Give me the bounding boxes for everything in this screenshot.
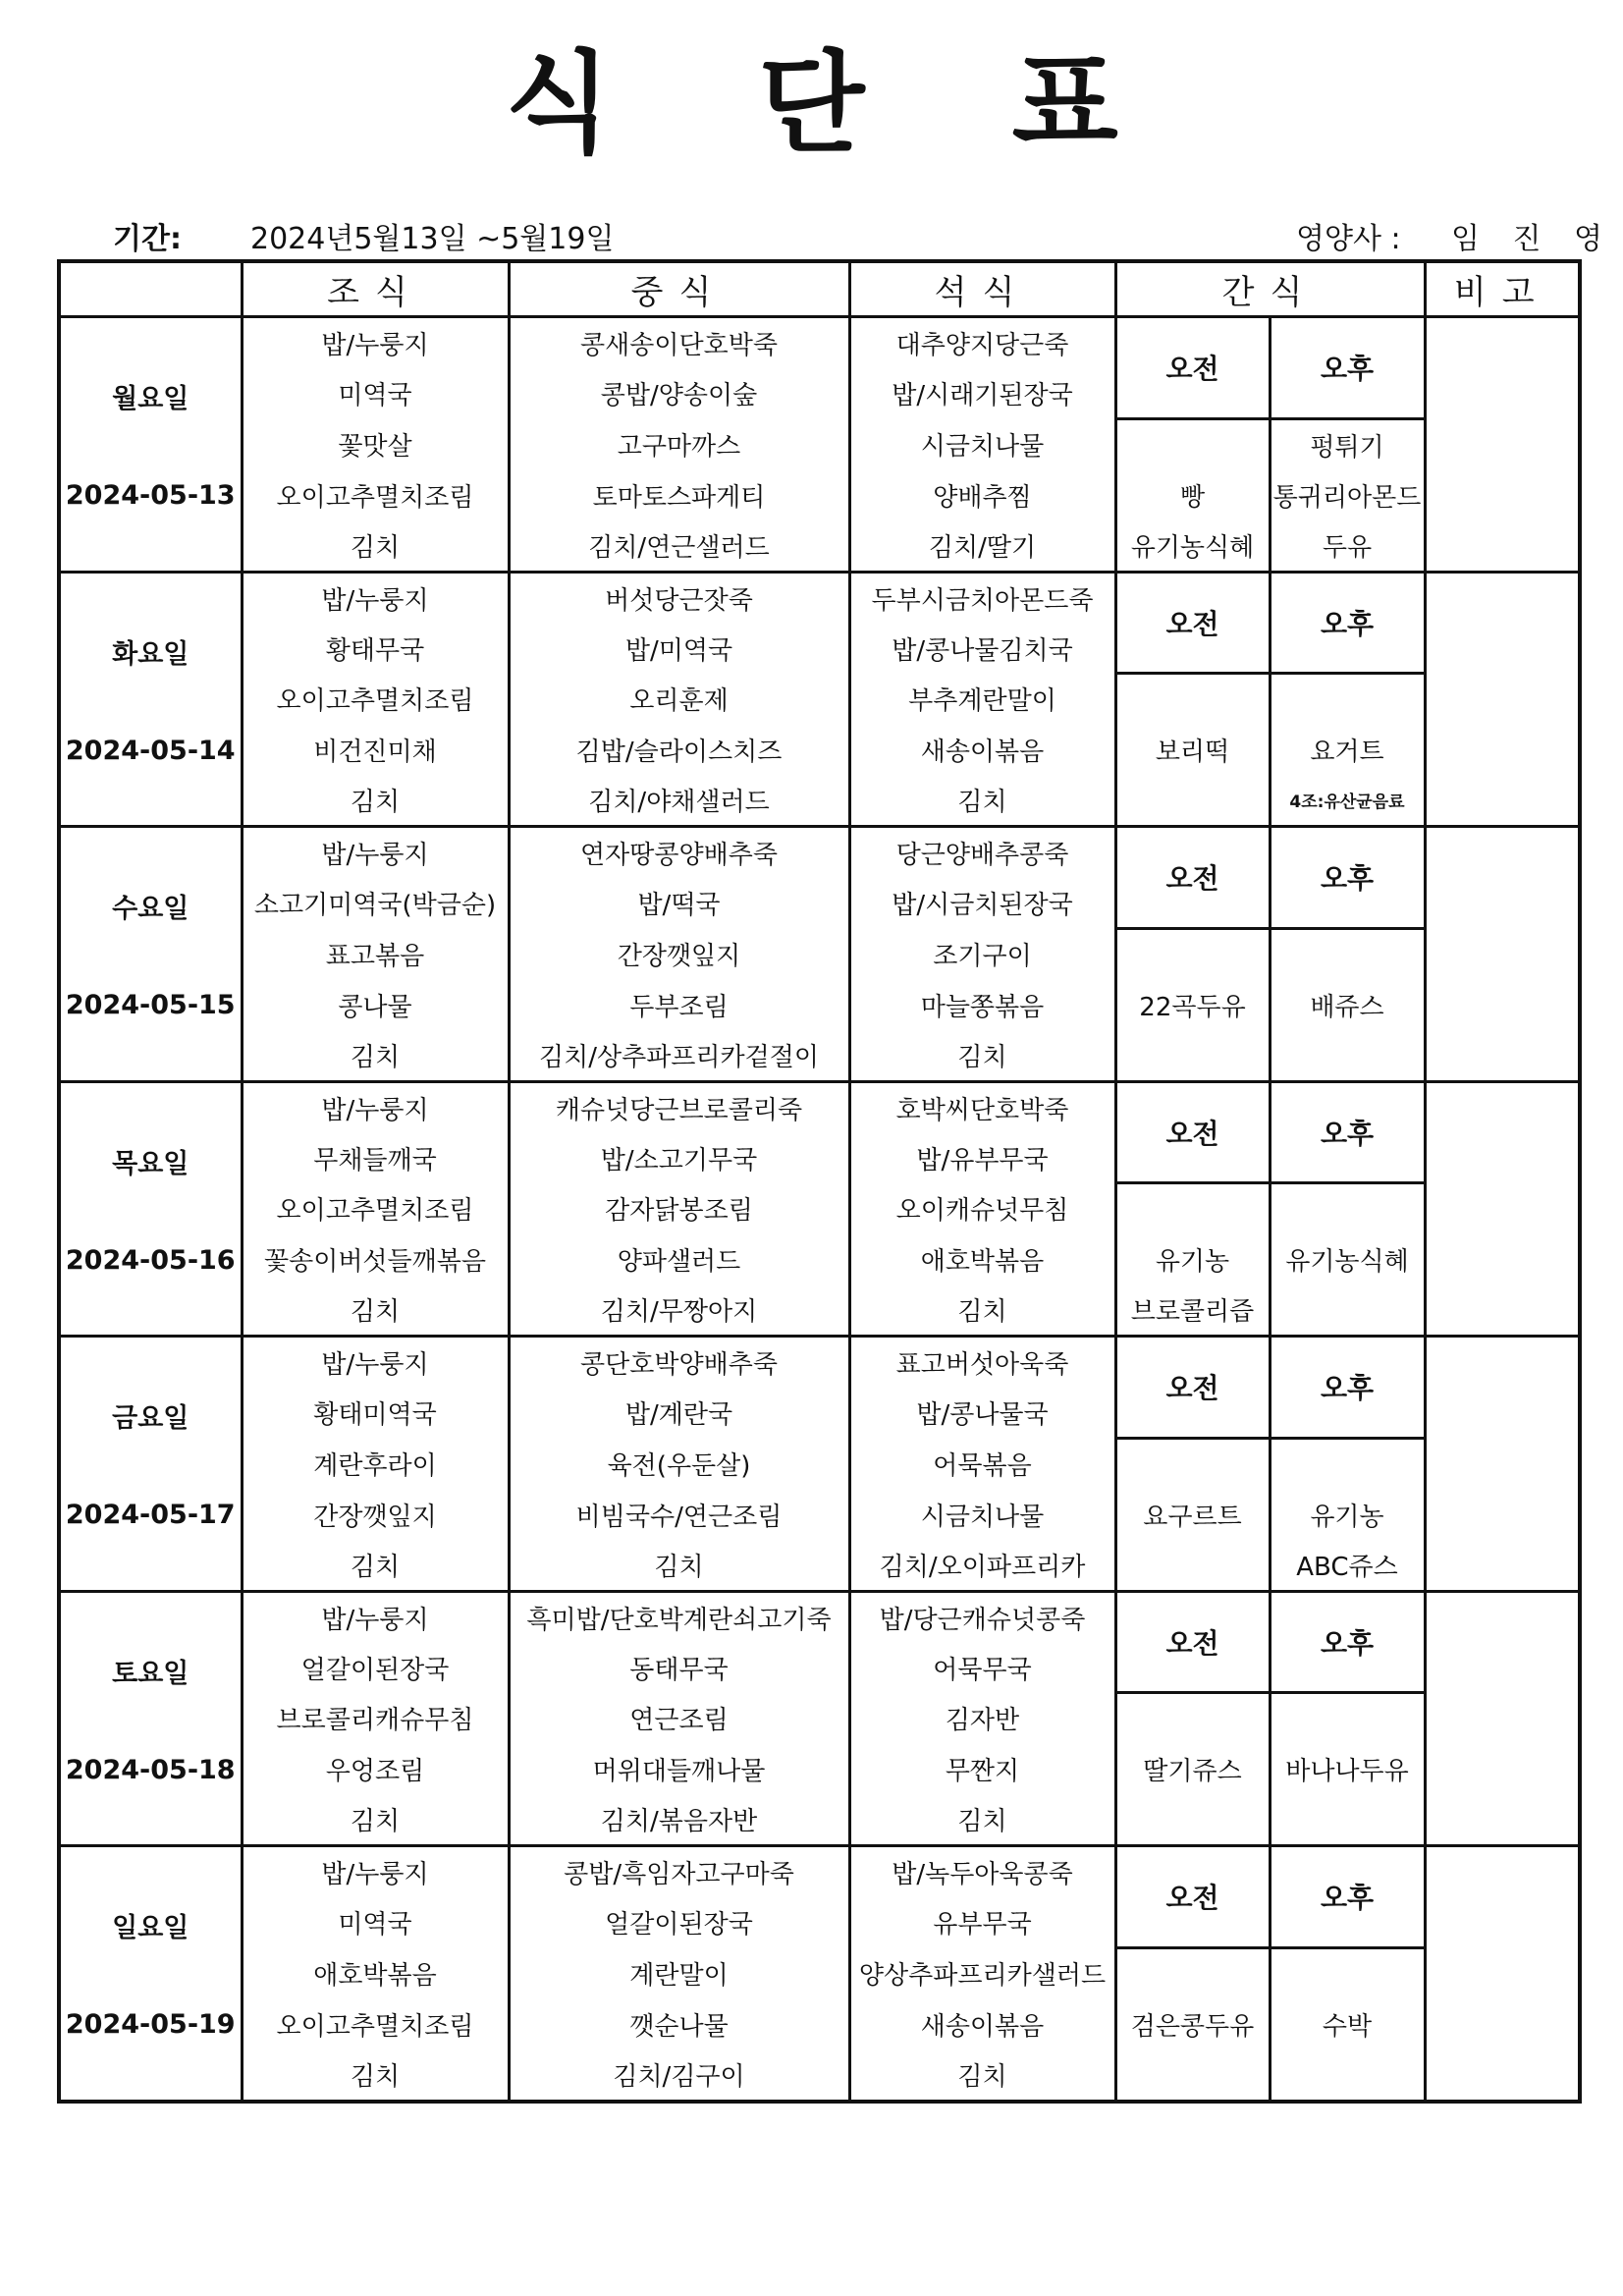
breakfast-item: 김치: [242, 1540, 509, 1592]
snack-pm-label: 오후: [1270, 1337, 1425, 1439]
snack-pm-label: 오후: [1270, 317, 1425, 419]
day-name: 월요일: [112, 384, 189, 415]
lunch-item: 연자땅콩양배추죽: [509, 827, 849, 879]
day-spacer: [61, 415, 241, 480]
breakfast-item: 오이고추멸치조림: [242, 1183, 509, 1235]
breakfast-item: 소고기미역국(박금순): [242, 878, 509, 928]
day-row: [59, 520, 1580, 573]
snack-pm-item: [1270, 2050, 1425, 2102]
snack-am-item: [1115, 1030, 1270, 1082]
header-breakfast: 조식: [242, 261, 509, 317]
breakfast-item: 꽃송이버섯들깨볶음: [242, 1234, 509, 1285]
day-row: [59, 827, 1580, 879]
header-snack: 간식: [1115, 261, 1425, 317]
breakfast-item: 김치: [242, 520, 509, 573]
breakfast-item: 표고볶음: [242, 928, 509, 980]
snack-pm-item: [1270, 674, 1425, 726]
snack-am-item: [1115, 1438, 1270, 1490]
snack-am-label: 오전: [1115, 1337, 1270, 1439]
notes-cell: [1425, 1081, 1580, 1337]
day-row: [59, 1999, 1580, 2050]
dinner-item: 김치: [849, 2050, 1115, 2102]
header-lunch: 중식: [509, 261, 849, 317]
day-cell: [59, 1081, 242, 1337]
lunch-item: 두부조림: [509, 980, 849, 1030]
notes-cell: [1425, 1337, 1580, 1592]
lunch-item: 김치/김구이: [509, 2050, 849, 2102]
breakfast-item: 황태무국: [242, 624, 509, 674]
dinner-item: 김치/딸기: [849, 520, 1115, 573]
header-notes: 비고: [1425, 261, 1580, 317]
snack-pm-label: 오후: [1270, 572, 1425, 674]
snack-am-label: 오전: [1115, 572, 1270, 674]
dinner-item: 무짠지: [849, 1744, 1115, 1794]
breakfast-item: 김치: [242, 2050, 509, 2102]
snack-am-item: 보리떡: [1115, 725, 1270, 775]
dinner-item: 양상추파프리카샐러드: [849, 1947, 1115, 1999]
lunch-item: 김치: [509, 1540, 849, 1592]
dinner-item: 김자반: [849, 1693, 1115, 1745]
snack-pm-label: 오후: [1270, 827, 1425, 929]
period-value: 2024년5월13일 ~5월19일: [250, 222, 615, 256]
lunch-item: 계란말이: [509, 1947, 849, 1999]
corner-cell: [59, 261, 242, 317]
snack-pm-item: 요거트: [1270, 725, 1425, 775]
header-row: [59, 261, 1580, 317]
snack-am-item: 딸기쥬스: [1115, 1744, 1270, 1794]
breakfast-item: 김치: [242, 1285, 509, 1337]
snack-pm-item: ABC쥬스: [1270, 1540, 1425, 1592]
dinner-item: 두부시금치아몬드죽: [849, 572, 1115, 624]
day-row: [59, 1030, 1580, 1082]
breakfast-item: 간장깻잎지: [242, 1490, 509, 1540]
dinner-item: 밥/콩나물김치국: [849, 624, 1115, 674]
lunch-item: 콩단호박양배추죽: [509, 1337, 849, 1389]
day-spacer: [61, 1180, 241, 1245]
day-name: 목요일: [112, 1148, 189, 1179]
day-row: [59, 725, 1580, 775]
lunch-item: 동태무국: [509, 1643, 849, 1693]
lunch-item: 밥/미역국: [509, 624, 849, 674]
period-label: 기간:: [113, 222, 182, 256]
day-row: [59, 1234, 1580, 1285]
day-row: [59, 1081, 1580, 1133]
day-row: [59, 1846, 1580, 1898]
lunch-item: 버섯당근잣죽: [509, 572, 849, 624]
snack-pm-item: [1270, 1947, 1425, 1999]
dinner-item: 밥/당근캐슈넛콩죽: [849, 1591, 1115, 1643]
day-row: [59, 317, 1580, 369]
breakfast-item: 밥/누룽지: [242, 1081, 509, 1133]
snack-am-item: [1115, 2050, 1270, 2102]
lunch-item: 양파샐러드: [509, 1234, 849, 1285]
notes-cell: [1425, 317, 1580, 573]
snack-am-item: [1115, 775, 1270, 827]
day-name: 수요일: [112, 894, 189, 925]
notes-cell: [1425, 572, 1580, 827]
day-row: [59, 1794, 1580, 1846]
day-row: [59, 572, 1580, 624]
page-title: 식단표: [505, 40, 1266, 168]
snack-am-label: 오전: [1115, 1081, 1270, 1183]
day-row: [59, 1693, 1580, 1745]
day-row: [59, 980, 1580, 1030]
lunch-item: 김밥/슬라이스치즈: [509, 725, 849, 775]
dinner-item: 당근양배추콩죽: [849, 827, 1115, 879]
breakfast-item: 밥/누룽지: [242, 827, 509, 879]
breakfast-item: 브로콜리캐슈무침: [242, 1693, 509, 1745]
breakfast-item: 오이고추멸치조림: [242, 674, 509, 726]
dinner-item: 밥/유부무국: [849, 1133, 1115, 1183]
dinner-item: 애호박볶음: [849, 1234, 1115, 1285]
dinner-item: 김치: [849, 775, 1115, 827]
snack-am-item: [1115, 674, 1270, 726]
lunch-item: 김치/상추파프리카겉절이: [509, 1030, 849, 1082]
lunch-item: 비빔국수/연근조림: [509, 1490, 849, 1540]
snack-am-item: [1115, 1540, 1270, 1592]
day-row: [59, 674, 1580, 726]
lunch-item: 오리훈제: [509, 674, 849, 726]
snack-am-item: 브로콜리즙: [1115, 1285, 1270, 1337]
lunch-item: 밥/계란국: [509, 1388, 849, 1438]
snack-pm-item: [1270, 1794, 1425, 1846]
dietitian-label: 영양사 :: [1296, 222, 1401, 256]
day-date: 2024-05-18: [65, 1754, 236, 1785]
snack-am-item: 요구르트: [1115, 1490, 1270, 1540]
dinner-item: 호박씨단호박죽: [849, 1081, 1115, 1133]
lunch-item: 콩밥/양송이숲: [509, 368, 849, 418]
snack-am-label: 오전: [1115, 1846, 1270, 1948]
day-date: 2024-05-19: [65, 2009, 236, 2041]
day-row: [59, 1540, 1580, 1592]
dinner-item: 밥/시금치된장국: [849, 878, 1115, 928]
dinner-item: 오이캐슈넛무침: [849, 1183, 1115, 1235]
dinner-item: 김치: [849, 1030, 1115, 1082]
dinner-item: 어묵무국: [849, 1643, 1115, 1693]
day-row: [59, 2050, 1580, 2102]
day-spacer: [61, 1435, 241, 1500]
snack-am-item: 22곡두유: [1115, 980, 1270, 1030]
lunch-item: 머위대들깨나물: [509, 1744, 849, 1794]
lunch-item: 토마토스파게티: [509, 470, 849, 520]
breakfast-item: 김치: [242, 775, 509, 827]
day-row: [59, 928, 1580, 980]
breakfast-item: 미역국: [242, 1897, 509, 1947]
day-row: [59, 1947, 1580, 1999]
breakfast-item: 얼갈이된장국: [242, 1643, 509, 1693]
day-row: [59, 1183, 1580, 1235]
snack-pm-item: [1270, 1693, 1425, 1745]
dinner-item: 김치: [849, 1794, 1115, 1846]
day-date: 2024-05-14: [65, 735, 236, 766]
day-spacer: [61, 671, 241, 736]
lunch-item: 콩새송이단호박죽: [509, 317, 849, 369]
snack-am-label: 오전: [1115, 317, 1270, 419]
snack-pm-item: [1270, 1285, 1425, 1337]
snack-pm-item: [1270, 1030, 1425, 1082]
snack-am-item: [1115, 1947, 1270, 1999]
dinner-item: 밥/콩나물국: [849, 1388, 1115, 1438]
lunch-item: 김치/무짱아지: [509, 1285, 849, 1337]
snack-am-item: [1115, 1693, 1270, 1745]
snack-pm-item: [1270, 1438, 1425, 1490]
snack-pm-label: 오후: [1270, 1591, 1425, 1693]
snack-pm-item: 수박: [1270, 1999, 1425, 2050]
dinner-item: 김치: [849, 1285, 1115, 1337]
lunch-item: 육전(우둔살): [509, 1438, 849, 1490]
snack-pm-item: 4조:유산균음료: [1270, 775, 1425, 827]
snack-am-item: 유기농식혜: [1115, 520, 1270, 573]
snack-am-item: 빵: [1115, 470, 1270, 520]
day-cell: [59, 1337, 242, 1592]
breakfast-item: 밥/누룽지: [242, 1591, 509, 1643]
lunch-item: 감자닭봉조림: [509, 1183, 849, 1235]
dietitian-name: 임 진 영: [1451, 222, 1615, 256]
dinner-item: 부추계란말이: [849, 674, 1115, 726]
snack-pm-item: [1270, 928, 1425, 980]
dinner-item: 조기구이: [849, 928, 1115, 980]
snack-am-item: [1115, 928, 1270, 980]
dinner-item: 어묵볶음: [849, 1438, 1115, 1490]
snack-am-item: [1115, 1794, 1270, 1846]
snack-pm-label: 오후: [1270, 1081, 1425, 1183]
snack-pm-item: [1270, 1183, 1425, 1235]
lunch-item: 고구마까스: [509, 418, 849, 470]
day-name: 화요일: [112, 638, 189, 670]
lunch-item: 김치/야채샐러드: [509, 775, 849, 827]
breakfast-item: 황태미역국: [242, 1388, 509, 1438]
lunch-item: 밥/떡국: [509, 878, 849, 928]
breakfast-item: 계란후라이: [242, 1438, 509, 1490]
day-cell: [59, 1846, 242, 2102]
lunch-item: 밥/소고기무국: [509, 1133, 849, 1183]
breakfast-item: 비건진미채: [242, 725, 509, 775]
dinner-item: 양배추찜: [849, 470, 1115, 520]
breakfast-item: 김치: [242, 1030, 509, 1082]
day-date: 2024-05-15: [65, 990, 236, 1021]
header-dinner: 석식: [849, 261, 1115, 317]
day-name: 일요일: [112, 1913, 189, 1944]
snack-am-item: 유기농: [1115, 1234, 1270, 1285]
day-row: [59, 1591, 1580, 1643]
day-spacer: [61, 1690, 241, 1755]
breakfast-item: 무채들깨국: [242, 1133, 509, 1183]
notes-cell: [1425, 1591, 1580, 1846]
notes-cell: [1425, 1846, 1580, 2102]
dinner-item: 김치/오이파프리카: [849, 1540, 1115, 1592]
breakfast-item: 오이고추멸치조림: [242, 470, 509, 520]
breakfast-item: 꽃맛살: [242, 418, 509, 470]
menu-body: [59, 317, 1580, 2102]
day-cell: [59, 317, 242, 573]
day-row: [59, 1744, 1580, 1794]
snack-pm-item: 바나나두유: [1270, 1744, 1425, 1794]
snack-pm-item: 유기농식혜: [1270, 1234, 1425, 1285]
day-name: 금요일: [112, 1403, 189, 1435]
dinner-item: 마늘쫑볶음: [849, 980, 1115, 1030]
dinner-item: 유부무국: [849, 1897, 1115, 1947]
day-row: [59, 775, 1580, 827]
breakfast-item: 우엉조림: [242, 1744, 509, 1794]
notes-cell: [1425, 827, 1580, 1082]
dinner-item: 표고버섯아욱죽: [849, 1337, 1115, 1389]
day-row: [59, 1337, 1580, 1389]
lunch-item: 김치/연근샐러드: [509, 520, 849, 573]
day-spacer: [61, 1944, 241, 2009]
day-date: 2024-05-13: [65, 480, 236, 512]
snack-am-label: 오전: [1115, 1591, 1270, 1693]
breakfast-item: 밥/누룽지: [242, 1337, 509, 1389]
dinner-item: 시금치나물: [849, 418, 1115, 470]
snack-am-item: [1115, 1183, 1270, 1235]
day-cell: [59, 572, 242, 827]
dinner-item: 시금치나물: [849, 1490, 1115, 1540]
breakfast-item: 애호박볶음: [242, 1947, 509, 1999]
lunch-item: 캐슈넛당근브로콜리죽: [509, 1081, 849, 1133]
lunch-item: 간장깻잎지: [509, 928, 849, 980]
day-row: [59, 1285, 1580, 1337]
snack-pm-label: 오후: [1270, 1846, 1425, 1948]
lunch-item: 깻순나물: [509, 1999, 849, 2050]
breakfast-item: 오이고추멸치조림: [242, 1999, 509, 2050]
snack-pm-item: 펑튀기: [1270, 418, 1425, 470]
snack-am-item: 검은콩두유: [1115, 1999, 1270, 2050]
breakfast-item: 밥/누룽지: [242, 1846, 509, 1898]
breakfast-item: 미역국: [242, 368, 509, 418]
lunch-item: 콩밥/흑임자고구마죽: [509, 1846, 849, 1898]
breakfast-item: 콩나물: [242, 980, 509, 1030]
snack-am-item: [1115, 418, 1270, 470]
day-cell: [59, 827, 242, 1082]
breakfast-item: 밥/누룽지: [242, 572, 509, 624]
day-name: 토요일: [112, 1658, 189, 1689]
day-row: [59, 418, 1580, 470]
dinner-item: 새송이볶음: [849, 1999, 1115, 2050]
breakfast-item: 밥/누룽지: [242, 317, 509, 369]
lunch-item: 얼갈이된장국: [509, 1897, 849, 1947]
day-cell: [59, 1591, 242, 1846]
snack-pm-item: 통귀리아몬드: [1270, 470, 1425, 520]
lunch-item: 김치/볶음자반: [509, 1794, 849, 1846]
lunch-item: 흑미밥/단호박계란쇠고기죽: [509, 1591, 849, 1643]
dinner-item: 밥/녹두아욱콩죽: [849, 1846, 1115, 1898]
day-spacer: [61, 925, 241, 990]
day-row: [59, 1490, 1580, 1540]
lunch-item: 연근조림: [509, 1693, 849, 1745]
menu-table: [57, 259, 1582, 2104]
snack-am-label: 오전: [1115, 827, 1270, 929]
dinner-item: 밥/시래기된장국: [849, 368, 1115, 418]
breakfast-item: 김치: [242, 1794, 509, 1846]
snack-pm-item: 배쥬스: [1270, 980, 1425, 1030]
snack-pm-item: 두유: [1270, 520, 1425, 573]
info-bar: [0, 214, 1623, 256]
dinner-item: 새송이볶음: [849, 725, 1115, 775]
day-date: 2024-05-16: [65, 1244, 236, 1276]
dinner-item: 대추양지당근죽: [849, 317, 1115, 369]
snack-pm-item: 유기농: [1270, 1490, 1425, 1540]
day-row: [59, 1438, 1580, 1490]
day-date: 2024-05-17: [65, 1500, 236, 1531]
day-row: [59, 470, 1580, 520]
